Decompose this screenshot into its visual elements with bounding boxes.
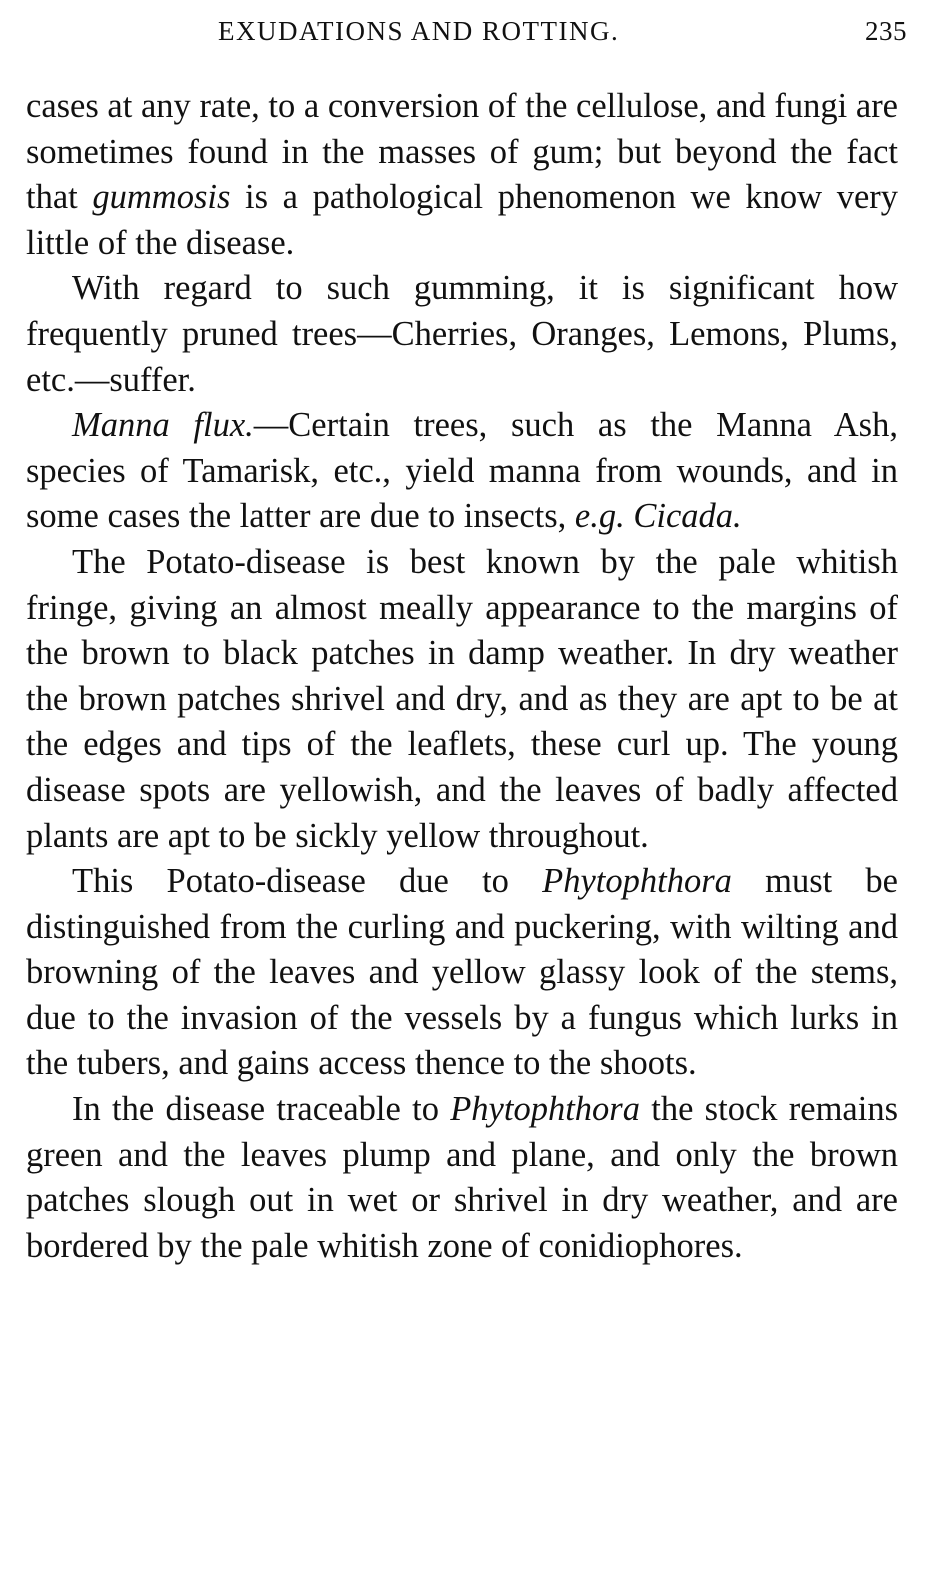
paragraph-text: —Certain trees, such as the Manna Ash, species of Tamarisk, etc., yield manna from wounds, and in some cases the latter are due to insects, (26, 406, 898, 536)
page-number: 235 (865, 16, 907, 46)
paragraph-manna-flux (26, 403, 898, 540)
italic-abbrev-eg: e.g. (574, 497, 625, 536)
paragraph-text: This Potato-disease due to (72, 862, 543, 901)
paragraph-traceable (26, 1087, 898, 1269)
paragraph-gumming (26, 266, 898, 403)
body-text (26, 84, 898, 1269)
paragraph-distinguished (26, 859, 898, 1087)
paragraph-gummosis-continued (26, 84, 898, 266)
italic-term-phytophthora: Phytophthora (450, 1090, 640, 1129)
italic-term-cicada: Cicada. (633, 497, 742, 536)
italic-term-gummosis: gummosis (92, 178, 231, 217)
paragraph-text: must be distinguished from the curling and puckering, with wilting and browning of the leaves and yellow glassy look of the stems, due to the invasion of the vessels by a fungus which lurks in the tubers, and gains access thence to the shoots. (26, 862, 898, 1083)
italic-term-manna-flux: Manna flux. (72, 406, 254, 445)
italic-term-phytophthora: Phytophthora (542, 862, 732, 901)
running-head (28, 16, 907, 52)
paragraph-text: is a pathological phenomenon we know very little of the disease. (26, 178, 898, 262)
running-title: EXUDATIONS AND ROTTING. (218, 16, 620, 46)
paragraph-text: In the disease traceable to (72, 1090, 451, 1129)
paragraph-text: With regard to such gumming, it is significant how frequently pruned trees—Cherries, Oranges, Lemons, Plums, etc.—suffer. (26, 269, 898, 399)
paragraph-text: the stock remains green and the leaves plump and plane, and only the brown patches slough out in wet or shrivel in dry weather, and are bordered by the pale whitish zone of conidiophores. (26, 1090, 898, 1265)
paragraph-text: cases at any rate, to a conversion of the cellulose, and fungi are sometimes found in the masses of gum; but beyond the fact that (26, 87, 898, 217)
paragraph-potato-disease (26, 540, 898, 859)
paragraph-text: The Potato-disease is best known by the pale whitish fringe, giving an almost meally appearance to the margins of the brown to black patches in damp weather. In dry weather the brown patches shrivel and dry, and as they are apt to be at the edges and tips of the leaflets, these curl up. The young disease spots are yellowish, and the leaves of badly affected plants are apt to be sickly yellow throughout. (26, 542, 898, 855)
